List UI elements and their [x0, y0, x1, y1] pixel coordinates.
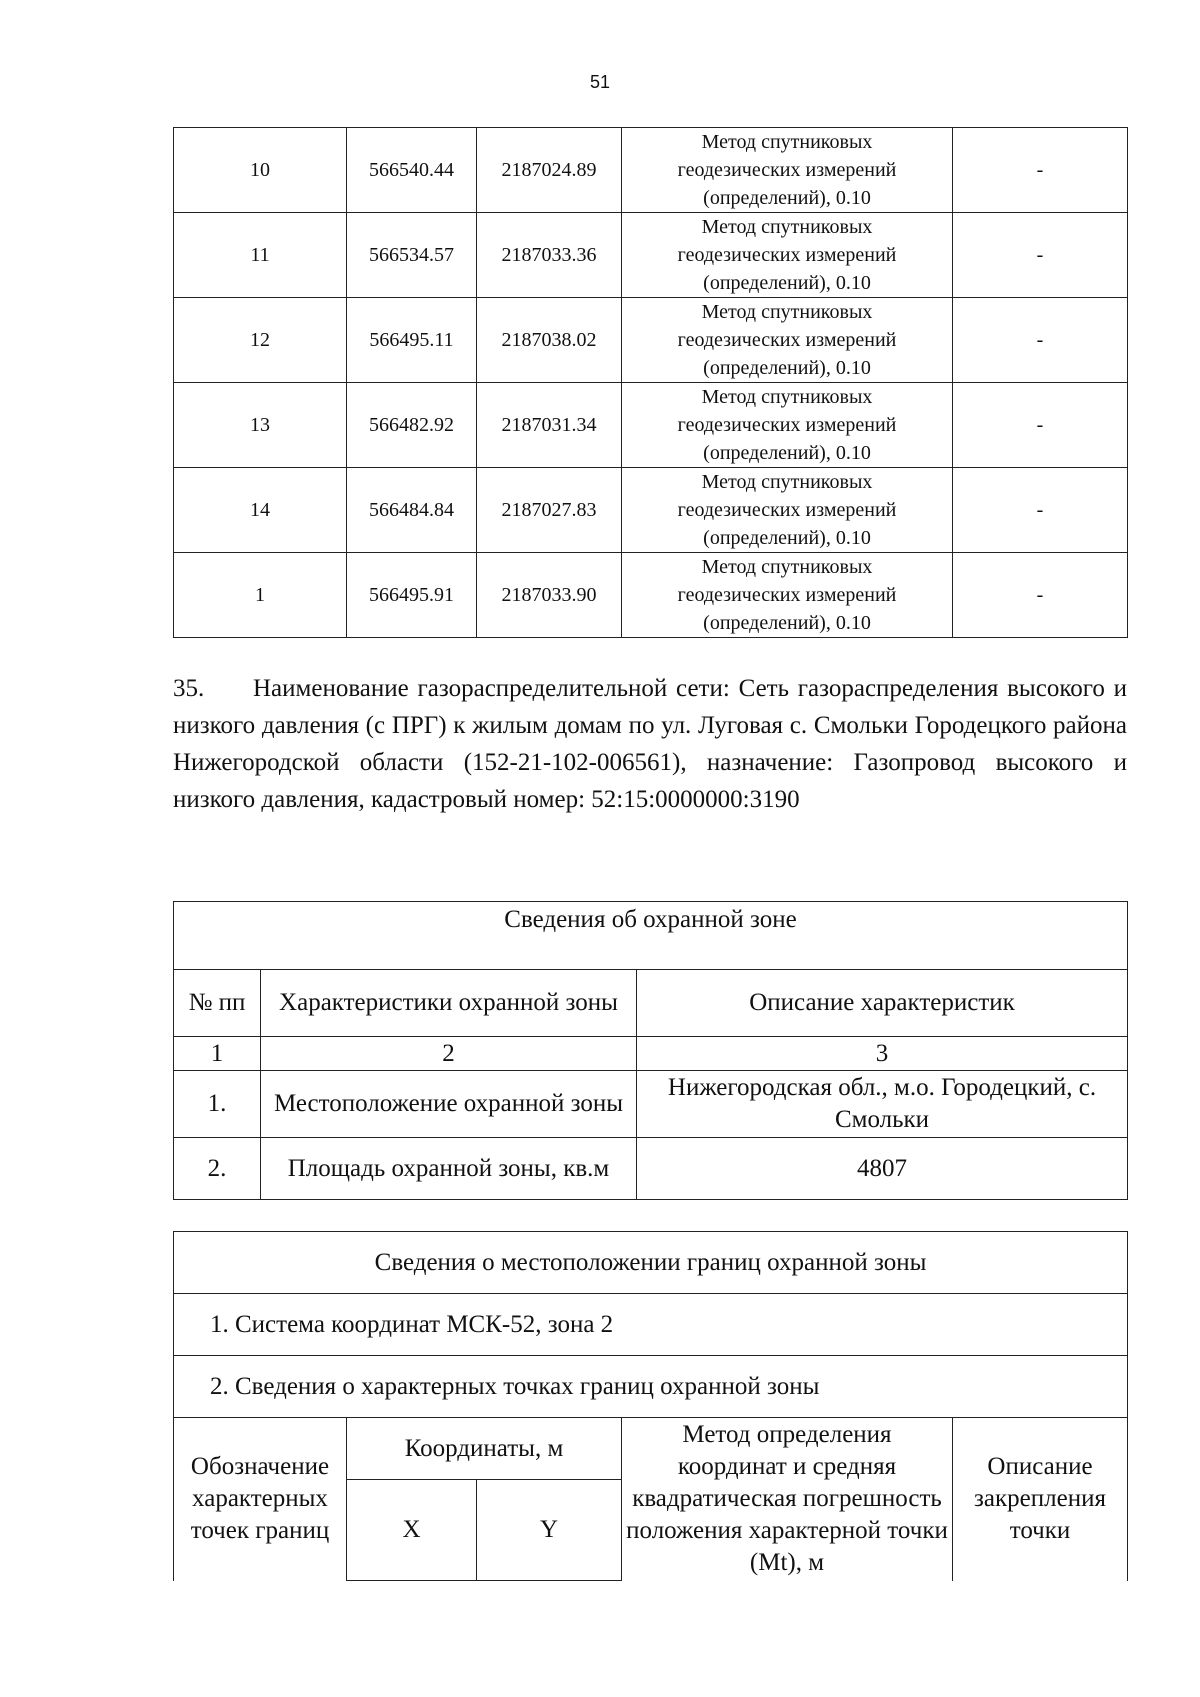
- method-line: (определений), 0.10: [703, 527, 871, 549]
- fixing-description: -: [953, 298, 1128, 383]
- coord-x: 566482.92: [347, 383, 477, 468]
- coordinate-row: [174, 213, 1128, 298]
- point-number: 11: [174, 213, 347, 298]
- method-line: Метод спутниковых: [701, 301, 873, 323]
- coordinate-row: [174, 383, 1128, 468]
- row-value: Нижегородская обл., м.о. Городецкий, с. Смольки: [637, 1071, 1128, 1138]
- col-index: 2: [261, 1037, 637, 1071]
- method-line: Метод спутниковых: [701, 386, 873, 408]
- characteristic-points-line: 2. Сведения о характерных точках границ охранной зоны: [174, 1356, 1128, 1418]
- method-line: геодезических измерений: [677, 499, 897, 521]
- method-cell: [622, 468, 953, 553]
- row-number: 2.: [174, 1138, 261, 1200]
- coord-x: 566495.11: [347, 298, 477, 383]
- fixing-description: -: [953, 128, 1128, 213]
- col-header-method: Метод определения координат и средняя квадратическая погрешность положения характерной точки (Mt), м: [622, 1418, 953, 1581]
- method-line: (определений), 0.10: [703, 272, 871, 294]
- fixing-description: -: [953, 213, 1128, 298]
- coordinate-row: [174, 298, 1128, 383]
- point-number: 12: [174, 298, 347, 383]
- coord-x: 566484.84: [347, 468, 477, 553]
- col-index: 3: [637, 1037, 1128, 1071]
- section-text: Наименование газораспределительной сети: Сеть газораспределения высокого и низкого давления (с ПРГ) к жилым домам по ул. Луговая с. Смольки Городецкого района Нижегородской области (152-21-102-006561), назначение: Газопровод высокого и низкого давления, кадастровый номер: 52:15:0000000:3190: [173, 675, 1127, 813]
- page-number: 51: [589, 72, 611, 92]
- coordinate-row: [174, 128, 1128, 213]
- coord-y: 2187038.02: [477, 298, 622, 383]
- method-cell: [622, 383, 953, 468]
- col-header-x: X: [347, 1480, 477, 1581]
- point-number: 10: [174, 128, 347, 213]
- coord-x: 566540.44: [347, 128, 477, 213]
- fixing-description: -: [953, 553, 1128, 638]
- col-header-points: Обозначение характерных точек границ: [174, 1418, 347, 1581]
- col-header-fixing: Описание закрепления точки: [953, 1418, 1128, 1581]
- method-line: геодезических измерений: [677, 159, 897, 181]
- method-line: (определений), 0.10: [703, 442, 871, 464]
- coord-y: 2187033.36: [477, 213, 622, 298]
- row-value: 4807: [637, 1138, 1128, 1200]
- col-header-description: Описание характеристик: [637, 970, 1128, 1037]
- method-line: Метод спутниковых: [701, 131, 873, 153]
- fixing-description: -: [953, 468, 1128, 553]
- coord-x: 566495.91: [347, 553, 477, 638]
- method-line: (определений), 0.10: [703, 612, 871, 634]
- coordinates-table: [173, 127, 1128, 638]
- coord-y: 2187031.34: [477, 383, 622, 468]
- method-line: Метод спутниковых: [701, 556, 873, 578]
- boundary-table: [173, 1231, 1128, 1581]
- col-index: 1: [174, 1037, 261, 1071]
- method-line: (определений), 0.10: [703, 357, 871, 379]
- point-number: 14: [174, 468, 347, 553]
- point-number: 13: [174, 383, 347, 468]
- method-line: Метод спутниковых: [701, 471, 873, 493]
- row-name: Площадь охранной зоны, кв.м: [261, 1138, 637, 1200]
- col-header-coordinates: Координаты, м: [347, 1418, 622, 1480]
- row-name: Местоположение охранной зоны: [261, 1071, 637, 1138]
- method-line: геодезических измерений: [677, 414, 897, 436]
- coord-y: 2187024.89: [477, 128, 622, 213]
- method-line: (определений), 0.10: [703, 187, 871, 209]
- protection-zone-table: [173, 901, 1128, 1200]
- fixing-description: -: [953, 383, 1128, 468]
- col-header-y: Y: [477, 1480, 622, 1581]
- method-cell: [622, 298, 953, 383]
- method-line: геодезических измерений: [677, 584, 897, 606]
- coord-y: 2187033.90: [477, 553, 622, 638]
- col-header-characteristics: Характеристики охранной зоны: [261, 970, 637, 1037]
- coordinate-row: [174, 553, 1128, 638]
- coordinate-row: [174, 468, 1128, 553]
- network-description: [173, 670, 1127, 818]
- method-line: геодезических измерений: [677, 244, 897, 266]
- method-cell: [622, 213, 953, 298]
- coord-x: 566534.57: [347, 213, 477, 298]
- zone-table-title: Сведения об охранной зоне: [174, 902, 1128, 970]
- row-number: 1.: [174, 1071, 261, 1138]
- method-line: геодезических измерений: [677, 329, 897, 351]
- method-line: Метод спутниковых: [701, 216, 873, 238]
- method-cell: [622, 553, 953, 638]
- section-number: 35.: [173, 675, 205, 702]
- method-cell: [622, 128, 953, 213]
- coord-y: 2187027.83: [477, 468, 622, 553]
- coordinate-system-line: 1. Система координат МСК-52, зона 2: [174, 1294, 1128, 1356]
- point-number: 1: [174, 553, 347, 638]
- col-header-number: № пп: [174, 970, 261, 1037]
- boundary-table-title: Сведения о местоположении границ охранной зоны: [174, 1232, 1128, 1294]
